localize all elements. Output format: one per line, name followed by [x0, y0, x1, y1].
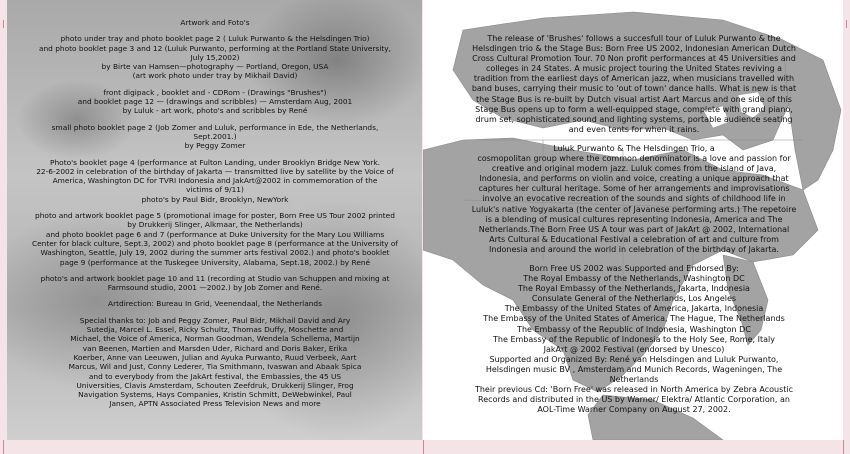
text-line: the Stage Bus is re-built by Dutch visual artist Aart Marcus and one side of this	[476, 94, 792, 104]
text-line: drum set, sophisticated sound and lighting systems, portable audience seating	[475, 114, 793, 124]
text-line: and booklet page 12 — (drawings and scribbles) — Amsterdam Aug, 2001	[77, 97, 353, 107]
text-line: Jansen, APTN Associated Press Television News and more	[109, 399, 321, 409]
trim-mark	[423, 440, 424, 454]
body-text	[443, 34, 825, 415]
text-line: Photo's booklet page 4 (performance at Fulton Landing, under Brooklyn Bridge New York.	[50, 157, 380, 167]
text-line: Washington, Seattle, July 19, 2002 during the summer arts festival 2002.) and photo's booklet	[40, 248, 390, 258]
text-line: and photo booklet page 6 and 7 (performance at Duke University for the Mary Lou Williams	[45, 229, 385, 239]
text-line: The Embassy of the Republic of Indonesia, Washington DC	[517, 324, 751, 334]
text-line: Center for black culture, Sept.3, 2002) and photo booklet page 8 (performance at the University of	[31, 238, 399, 248]
text-line: Sutedja, Marcel L. Essel, Ricky Schultz, Thomas Duffy, Moschette and	[86, 325, 344, 335]
text-line: Netherlands	[609, 375, 659, 384]
paragraph-gap	[25, 292, 405, 299]
text-line: Luluk's native Yogyakarta (the center of Javanese performing arts.) The repetoire	[471, 204, 797, 214]
text-line: cosmopolitan group where the common denominator is a love and passion for	[477, 154, 791, 164]
text-line: captures her cultural heritage. Some of her arrangements and improvisations	[478, 184, 790, 194]
text-line: page 9 (performance at the Tuskegee University, Alabama, Sept.18, 2002.) by René	[59, 257, 371, 267]
trim-mark	[3, 440, 4, 454]
right-page	[423, 0, 843, 440]
text-line: Records and distributed in the US by Warner/ Elektra/ Atlantic Corporation, an	[478, 395, 790, 405]
text-line: Indonesia and around the world in celebration of the birthday of Jakarta.	[489, 244, 779, 254]
text-line: 22-6-2002 in celebration of the birthday of Jakarta — transmitted live by satellite by the Voice of	[36, 166, 394, 176]
text-line: small photo booklet page 2 (Job Zomer and Luluk, performance in Ede, the Netherlands,	[51, 122, 379, 132]
text-line: Artdirection: Bureau In Grid, Veenendaal, the Netherlands	[108, 299, 322, 309]
text-line: The Embassy of the United States of America, Jakarta, Indonesia	[504, 304, 764, 314]
paragraph-gap	[25, 151, 405, 158]
trim-mark	[846, 20, 847, 28]
text-line: by Birte van Hamsen—photography — Portland, Oregon, USA	[101, 62, 329, 72]
text-line: Helsdingen music BV , Amsterdam and Munich Records, Wageningen, The	[485, 364, 783, 374]
paragraph-gap	[443, 135, 825, 144]
text-line: America, Washington DC for TVRI Indonesia and JakArt@2002 in commemoration of the	[52, 176, 378, 186]
paragraph-gap	[25, 116, 405, 123]
text-line: Helsdingen trio & the Stage Bus: Born Free US 2002, Indonesian American Dutch	[472, 44, 796, 54]
text-line: Koerber, Anne van Leeuwen, Julian and Ayuka Purwanto, Ruud Verbeek, Aart	[73, 352, 357, 362]
trim-mark	[3, 20, 4, 28]
text-line: photo's and artwork booklet page 10 and 11 (recording at Studio van Schuppen and mixing at	[40, 273, 390, 283]
text-line: Universities, Clavis Amsterdam, Schouten Zeefdruk, Drukkerij Slinger, Frog	[76, 380, 354, 390]
text-line: JakArt @ 2002 Festival (endorsed by Unesco)	[543, 344, 725, 354]
text-line: photo and artwork booklet page 5 (promotional image for poster, Born Free US Tour 2002 printed	[35, 211, 395, 221]
text-line: Indonesia, and performs on violin and voice, creating a unique approach that	[479, 174, 789, 184]
text-line: front digipack , booklet and - CDRom - (Drawings "Brushes")	[103, 87, 327, 97]
paragraph-gap	[25, 309, 405, 316]
text-line: Farmsound studio, 2001 —2002.) by Job Zomer and René.	[107, 283, 323, 293]
text-line: July 15,2002)	[190, 52, 240, 62]
trim-mark	[843, 440, 844, 454]
text-line: Born Free US 2002 was Supported and Endorsed By:	[529, 263, 739, 273]
paragraph-gap	[25, 81, 405, 88]
text-line: Their previous Cd: 'Born Free' was released in North America by Zebra Acoustic	[474, 385, 794, 395]
text-line: AOL-Time Warner Company on August 27, 2002.	[537, 405, 731, 415]
paragraph-gap	[25, 27, 405, 34]
text-line: van Beenen, Martien and Marsden Uder, Richard and Doris Baker, Erika	[82, 343, 348, 353]
text-line: The Royal Embassy of the Netherlands, Washington DC	[523, 274, 745, 284]
text-line: colleges in 24 States. A music project touring the United States reviving a	[485, 64, 783, 74]
text-line: The Embassy of the Republic of Indonesia to the Holy See, Rome, Italy	[493, 334, 775, 344]
text-line: Artwork and Foto's	[180, 18, 250, 27]
text-line: photo's by Paul Bidr, Brooklyn, NewYork	[141, 194, 289, 204]
text-line: Luluk Purwanto & The Helsdingen Trio, a	[553, 143, 715, 153]
text-line: The Royal Embassy of the Netherlands, Jakarta, Indonesia	[518, 284, 750, 294]
text-line: band buses, carrying their music to 'out of town' dance halls. What is new is that	[471, 84, 797, 94]
text-line: and to everybody from the JakArt festival, the Embassies, the 45 US	[88, 371, 342, 381]
text-line: victims of 9/11)	[186, 185, 244, 195]
left-page-photo	[7, 0, 422, 440]
credits-text	[25, 18, 405, 409]
text-line: Arts Cultural & Educational Festival a celebration of art and culture from	[489, 234, 779, 244]
text-line: Special thanks to: Job and Peggy Zomer, Paul Bidr, Mikhail David and Ary	[79, 315, 351, 325]
paragraph-gap	[25, 267, 405, 274]
text-line: The release of 'Brushes' follows a succesfull tour of Luluk Purwanto & the	[487, 34, 781, 43]
text-line: Cross Cultural Promotion Tour. 70 Non profit performances at 45 Universities and	[472, 54, 796, 64]
text-line: by Peggy Zomer	[184, 141, 246, 151]
text-line: Netherlands.The Born Free US A tour was part of JakArt @ 2002, International	[478, 224, 790, 234]
text-line: involve an evocative recreation of the sounds and sights of childhood life in	[482, 194, 786, 204]
text-line: Michael, the Voice of America, Norman Goodman, Wendela Schellema, Martijn	[70, 334, 360, 344]
text-line: creative and original modern jazz. Luluk comes from the island of Java,	[491, 164, 777, 174]
text-line: Marcus, Wil and Just, Conny Lederer, Tia Smithmann, Ivaswan and Abaak Spica	[68, 362, 362, 372]
text-line: The Embassy of the United States of America, The Hague, The Netherlands	[483, 314, 785, 324]
text-line: by Drukkerij Slinger, Alkmaar, the Netherlands)	[127, 220, 303, 230]
text-line: Sept.2001.)	[193, 131, 237, 141]
text-line: Navigation Systems, Hays Companies, Kristin Schmitt, DeWebwinkel, Paul	[78, 390, 352, 400]
text-line: and photo booklet page 3 and 12 (Luluk Purwanto, performing at the Portland State University,	[38, 43, 392, 53]
text-line: tradition from the earliest days of American jazz, when musicians travelled with	[473, 74, 795, 84]
text-line: and even tents for when it rains.	[568, 124, 700, 134]
paragraph-gap	[443, 255, 825, 264]
text-line: is a blending of musical cultures representing Indonesia, America and The	[485, 214, 783, 224]
text-line: Supported and Organized By: René van Helsdingen and Luluk Purwanto,	[489, 354, 779, 364]
text-line: Consulate General of the Netherlands, Los Angeles	[531, 294, 737, 304]
text-line: photo under tray and photo booklet page 2 ( Luluk Purwanto & the Helsdingen Trio)	[60, 34, 370, 44]
text-line: (art work photo under tray by Mikhail David)	[132, 71, 298, 81]
paragraph-gap	[25, 204, 405, 211]
text-line: by Luluk - art work, photo's and scribbles by René	[122, 106, 308, 116]
text-line: Stage Bus opens up to form a well-equipped stage, complete with grand piano,	[475, 104, 793, 114]
